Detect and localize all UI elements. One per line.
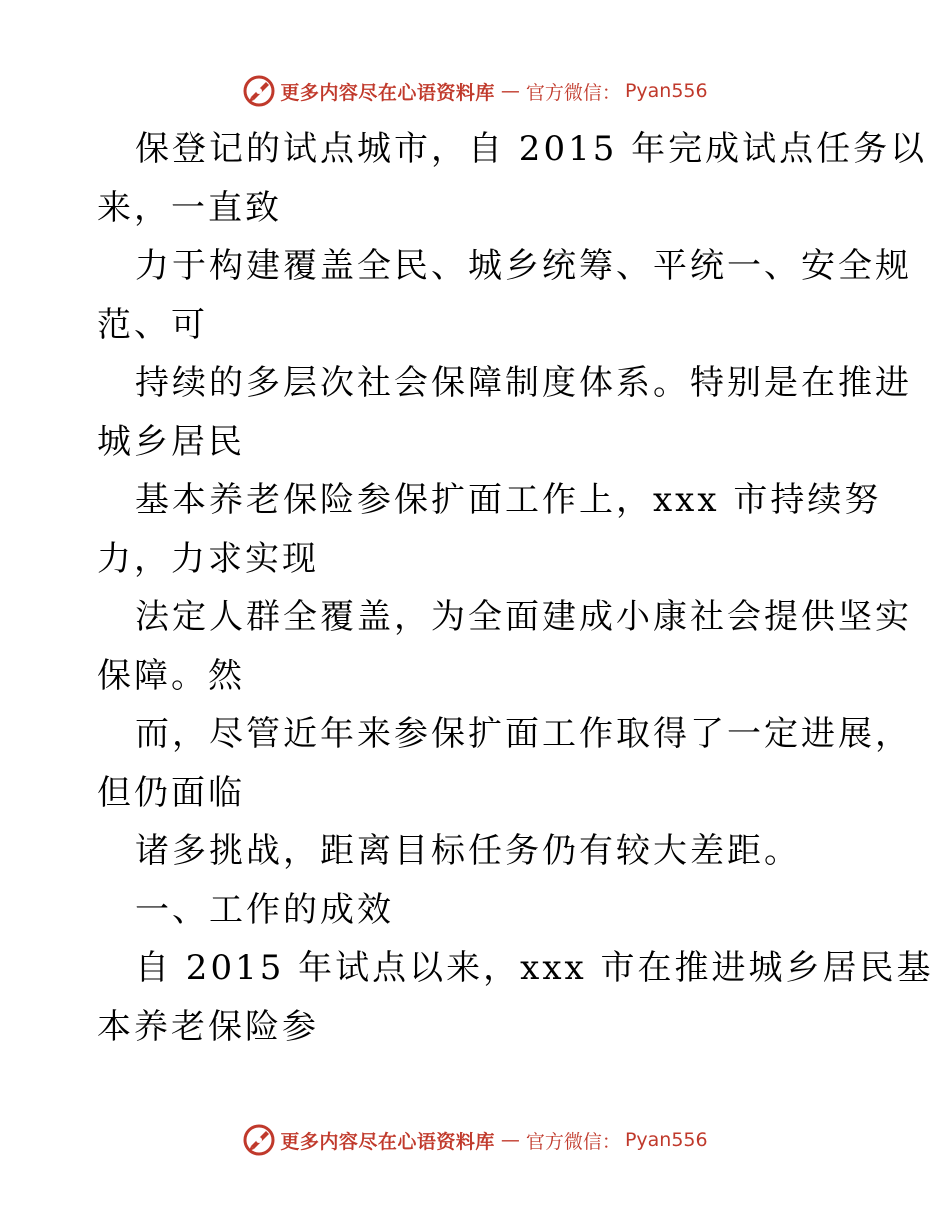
banner-label: 官方微信：	[525, 81, 621, 104]
header-watermark	[0, 71, 950, 111]
banner-label: 官方微信：	[525, 1130, 621, 1153]
banner-wechat-id: Pyan556	[624, 80, 708, 102]
text-line: 本养老保险参	[97, 1006, 319, 1047]
brand-logo-icon	[242, 74, 276, 108]
text-line: 诸多挑战，距离目标任务仍有较大差距。	[135, 831, 801, 871]
brand-logo-icon	[242, 1123, 276, 1157]
text-line: 法定人群全覆盖，为全面建成小康社会提供坚实	[135, 597, 912, 637]
banner-brand: 更多内容尽在心语资料库	[280, 1130, 495, 1153]
text-line: 力，力求实现	[97, 538, 319, 579]
text-line: 保登记的试点城市，自 2015 年完成试点任务以	[135, 129, 928, 169]
banner-brand: 更多内容尽在心语资料库	[280, 81, 495, 104]
text-line: 但仍面临	[97, 772, 245, 813]
text-line: 来，一直致	[97, 187, 282, 228]
text-line: 基本养老保险参保扩面工作上，xxx 市持续努	[135, 480, 882, 520]
banner-dash: —	[500, 80, 520, 102]
document-body	[97, 120, 934, 1056]
text-line: 保障。然	[97, 655, 245, 696]
text-line: 自 2015 年试点以来，xxx 市在推进城乡居民基	[135, 948, 934, 988]
text-line: 持续的多层次社会保障制度体系。特别是在推进	[135, 363, 912, 403]
text-line: 力于构建覆盖全民、城乡统筹、平统一、安全规	[135, 246, 912, 286]
text-line: 范、可	[97, 304, 208, 345]
section-heading: 一、工作的成效	[135, 889, 394, 930]
text-line: 城乡居民	[97, 421, 245, 462]
banner-dash: —	[500, 1129, 520, 1151]
footer-watermark	[0, 1120, 950, 1160]
banner-wechat-id: Pyan556	[624, 1129, 708, 1151]
text-line: 而，尽管近年来参保扩面工作取得了一定进展，	[135, 714, 912, 754]
